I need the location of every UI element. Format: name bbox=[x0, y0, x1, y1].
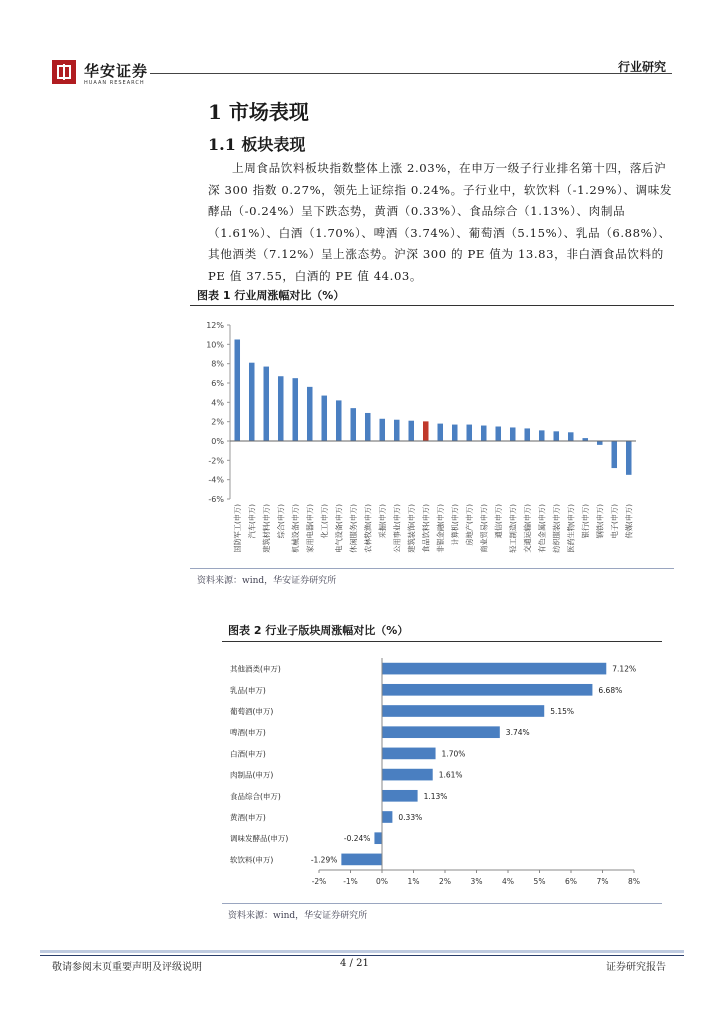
category-label: 电子(申万) bbox=[609, 504, 619, 539]
category-label: 传媒(申万) bbox=[624, 504, 634, 539]
category-label: 其他酒类(申万) bbox=[230, 664, 281, 674]
data-label: 7.12% bbox=[612, 664, 637, 674]
bar bbox=[278, 376, 284, 441]
category-label: 房地产(申万) bbox=[464, 504, 474, 546]
figure1-title: 图表 1 行业周涨幅对比（%） bbox=[197, 289, 345, 302]
bar bbox=[365, 413, 371, 441]
bar bbox=[382, 684, 592, 696]
category-label: 休闲服务(申万) bbox=[348, 504, 358, 553]
category-label: 化工(申万) bbox=[319, 504, 329, 539]
category-label: 计算机(申万) bbox=[450, 504, 460, 546]
body-paragraph: 上周食品饮料板块指数整体上涨 2.03%，在申万一级子行业排名第十四，落后沪深 300 指数 0.27%，领先上证综指 0.24%。子行业中，软饮料（-1.29%）、调味发酵品（-0.24%）呈下跌态势，黄酒（0.33%）、食品综合（1.13%）、肉制品（1.61%）、白酒（1.70%）、啤酒（3.74%）、葡萄酒（5.15%）、乳品（6.88%）、其他酒类（7.12%）呈上涨态势。沪深 300 的 PE 值为 13.83，非白酒食品饮料的 PE 值 37.55，白酒的 PE 值 44.03。 bbox=[208, 161, 673, 283]
category-label: 白酒(申万) bbox=[230, 749, 266, 759]
data-label: -1.29% bbox=[310, 855, 338, 865]
category-label: 钢铁(申万) bbox=[595, 504, 605, 539]
bar bbox=[379, 419, 385, 441]
bar bbox=[452, 425, 458, 441]
category-label: 采掘(申万) bbox=[377, 504, 387, 539]
category-label: 银行(申万) bbox=[580, 504, 590, 539]
x-tick-label: 3% bbox=[470, 877, 483, 886]
x-tick-label: 4% bbox=[502, 877, 514, 886]
section-heading: 1 市场表现 bbox=[208, 100, 309, 124]
y-tick-label: 8% bbox=[211, 359, 224, 369]
bar bbox=[423, 421, 429, 441]
bar bbox=[336, 400, 342, 441]
bar bbox=[437, 424, 443, 441]
category-label: 建筑装饰(申万) bbox=[406, 504, 416, 553]
subsection-heading: 1.1 板块表现 bbox=[208, 135, 306, 154]
x-tick-label: 5% bbox=[533, 877, 546, 886]
bar bbox=[510, 427, 516, 441]
bar bbox=[382, 748, 436, 760]
bar bbox=[524, 428, 530, 441]
category-label: 国防军工(申万) bbox=[232, 504, 242, 553]
y-tick-label: -6% bbox=[208, 495, 224, 504]
bar bbox=[307, 387, 313, 441]
y-tick-label: 4% bbox=[211, 398, 224, 408]
bar bbox=[382, 769, 433, 781]
brand-name: 华安证券 bbox=[84, 62, 149, 80]
footer-rule bbox=[40, 955, 684, 956]
x-tick-label: -1% bbox=[343, 877, 358, 886]
category-label: 家用电器(申万) bbox=[305, 504, 315, 553]
category-label: 软饮料(申万) bbox=[230, 855, 274, 865]
bar bbox=[394, 420, 400, 441]
category-label: 汽车(申万) bbox=[247, 504, 257, 539]
x-tick-label: 8% bbox=[628, 877, 640, 886]
bar bbox=[568, 432, 574, 441]
bar bbox=[597, 441, 603, 445]
report-type: 行业研究 bbox=[617, 60, 666, 74]
data-label: 1.13% bbox=[423, 791, 448, 801]
x-tick-label: 6% bbox=[565, 877, 577, 886]
header-rule bbox=[150, 73, 672, 74]
figure1-chart bbox=[190, 312, 674, 568]
bar bbox=[263, 367, 269, 441]
data-label: 1.70% bbox=[441, 749, 466, 759]
figure1-source: 资料来源：wind，华安证券研究所 bbox=[197, 576, 337, 586]
y-tick-label: 12% bbox=[206, 321, 224, 330]
category-label: 综合(申万) bbox=[276, 504, 286, 539]
category-label: 公用事业(申万) bbox=[392, 504, 402, 553]
y-tick-label: -4% bbox=[208, 475, 224, 485]
figure1-bottom-rule bbox=[190, 568, 674, 569]
data-label: 0.33% bbox=[398, 813, 423, 822]
bar bbox=[611, 441, 617, 468]
bar bbox=[292, 378, 298, 441]
y-tick-label: 0% bbox=[211, 437, 224, 446]
category-label: 有色金属(申万) bbox=[537, 504, 547, 553]
bar bbox=[374, 832, 382, 844]
data-label: 5.15% bbox=[550, 707, 575, 716]
bar bbox=[553, 431, 559, 441]
logo-icon bbox=[52, 60, 76, 84]
category-label: 食品综合(申万) bbox=[230, 791, 281, 801]
category-label: 肉制品(申万) bbox=[230, 770, 274, 780]
x-tick-label: 2% bbox=[439, 877, 451, 886]
category-label: 食品饮料(申万) bbox=[421, 504, 431, 553]
bar bbox=[382, 663, 606, 675]
page-number: 4 / 21 bbox=[340, 958, 369, 969]
y-tick-label: 10% bbox=[206, 340, 224, 350]
figure2-source: 资料来源：wind，华安证券研究所 bbox=[228, 911, 368, 921]
category-label: 医药生物(申万) bbox=[566, 504, 576, 553]
category-label: 商业贸易(申万) bbox=[479, 504, 489, 553]
figure2-chart bbox=[222, 648, 662, 902]
footer-report-label: 证券研究报告 bbox=[606, 962, 666, 973]
bar bbox=[321, 396, 327, 441]
category-label: 非银金融(申万) bbox=[435, 504, 445, 553]
bar bbox=[341, 854, 382, 866]
bar bbox=[466, 425, 472, 441]
y-tick-label: 2% bbox=[211, 417, 224, 427]
bar bbox=[249, 363, 255, 441]
x-tick-label: 0% bbox=[376, 877, 388, 886]
category-label: 乳品(申万) bbox=[230, 685, 266, 695]
bar bbox=[234, 340, 240, 442]
category-label: 纺织服装(申万) bbox=[551, 504, 561, 553]
y-tick-label: 6% bbox=[211, 379, 224, 388]
bar bbox=[495, 427, 501, 442]
footer-band bbox=[40, 950, 684, 953]
category-label: 啤酒(申万) bbox=[230, 728, 266, 738]
bar bbox=[481, 426, 487, 441]
bar bbox=[350, 408, 356, 441]
y-tick-label: -2% bbox=[208, 456, 224, 466]
category-label: 农林牧渔(申万) bbox=[363, 504, 373, 553]
bar bbox=[626, 441, 632, 475]
data-label: 3.74% bbox=[505, 728, 530, 738]
bar bbox=[408, 421, 414, 441]
bar bbox=[382, 811, 392, 823]
category-label: 轻工制造(申万) bbox=[508, 504, 518, 553]
bar bbox=[382, 705, 544, 717]
x-tick-label: 7% bbox=[596, 877, 609, 886]
category-label: 电气设备(申万) bbox=[334, 504, 344, 553]
category-label: 通信(申万) bbox=[493, 504, 503, 539]
figure2-top-rule bbox=[222, 641, 662, 642]
bar bbox=[382, 790, 418, 802]
x-tick-label: 1% bbox=[407, 877, 420, 886]
data-label: -0.24% bbox=[343, 834, 371, 844]
category-label: 交通运输(申万) bbox=[522, 504, 532, 553]
category-label: 黄酒(申万) bbox=[230, 813, 266, 822]
category-label: 机械设备(申万) bbox=[290, 504, 300, 553]
category-label: 建筑材料(申万) bbox=[261, 504, 271, 553]
data-label: 6.68% bbox=[598, 685, 623, 695]
data-label: 1.61% bbox=[438, 770, 463, 780]
footer-disclaimer: 敬请参阅末页重要声明及评级说明 bbox=[52, 962, 202, 973]
category-label: 调味发酵品(申万) bbox=[230, 834, 289, 844]
bar bbox=[382, 726, 500, 738]
figure2-title: 图表 2 行业子版块周涨幅对比（%） bbox=[228, 624, 409, 637]
figure2-bottom-rule bbox=[222, 903, 662, 904]
bar bbox=[539, 430, 545, 441]
category-label: 葡萄酒(申万) bbox=[230, 707, 274, 716]
x-tick-label: -2% bbox=[311, 877, 327, 886]
figure1-top-rule bbox=[190, 305, 674, 306]
brand-subtitle: HUAAN RESEARCH bbox=[84, 80, 145, 86]
